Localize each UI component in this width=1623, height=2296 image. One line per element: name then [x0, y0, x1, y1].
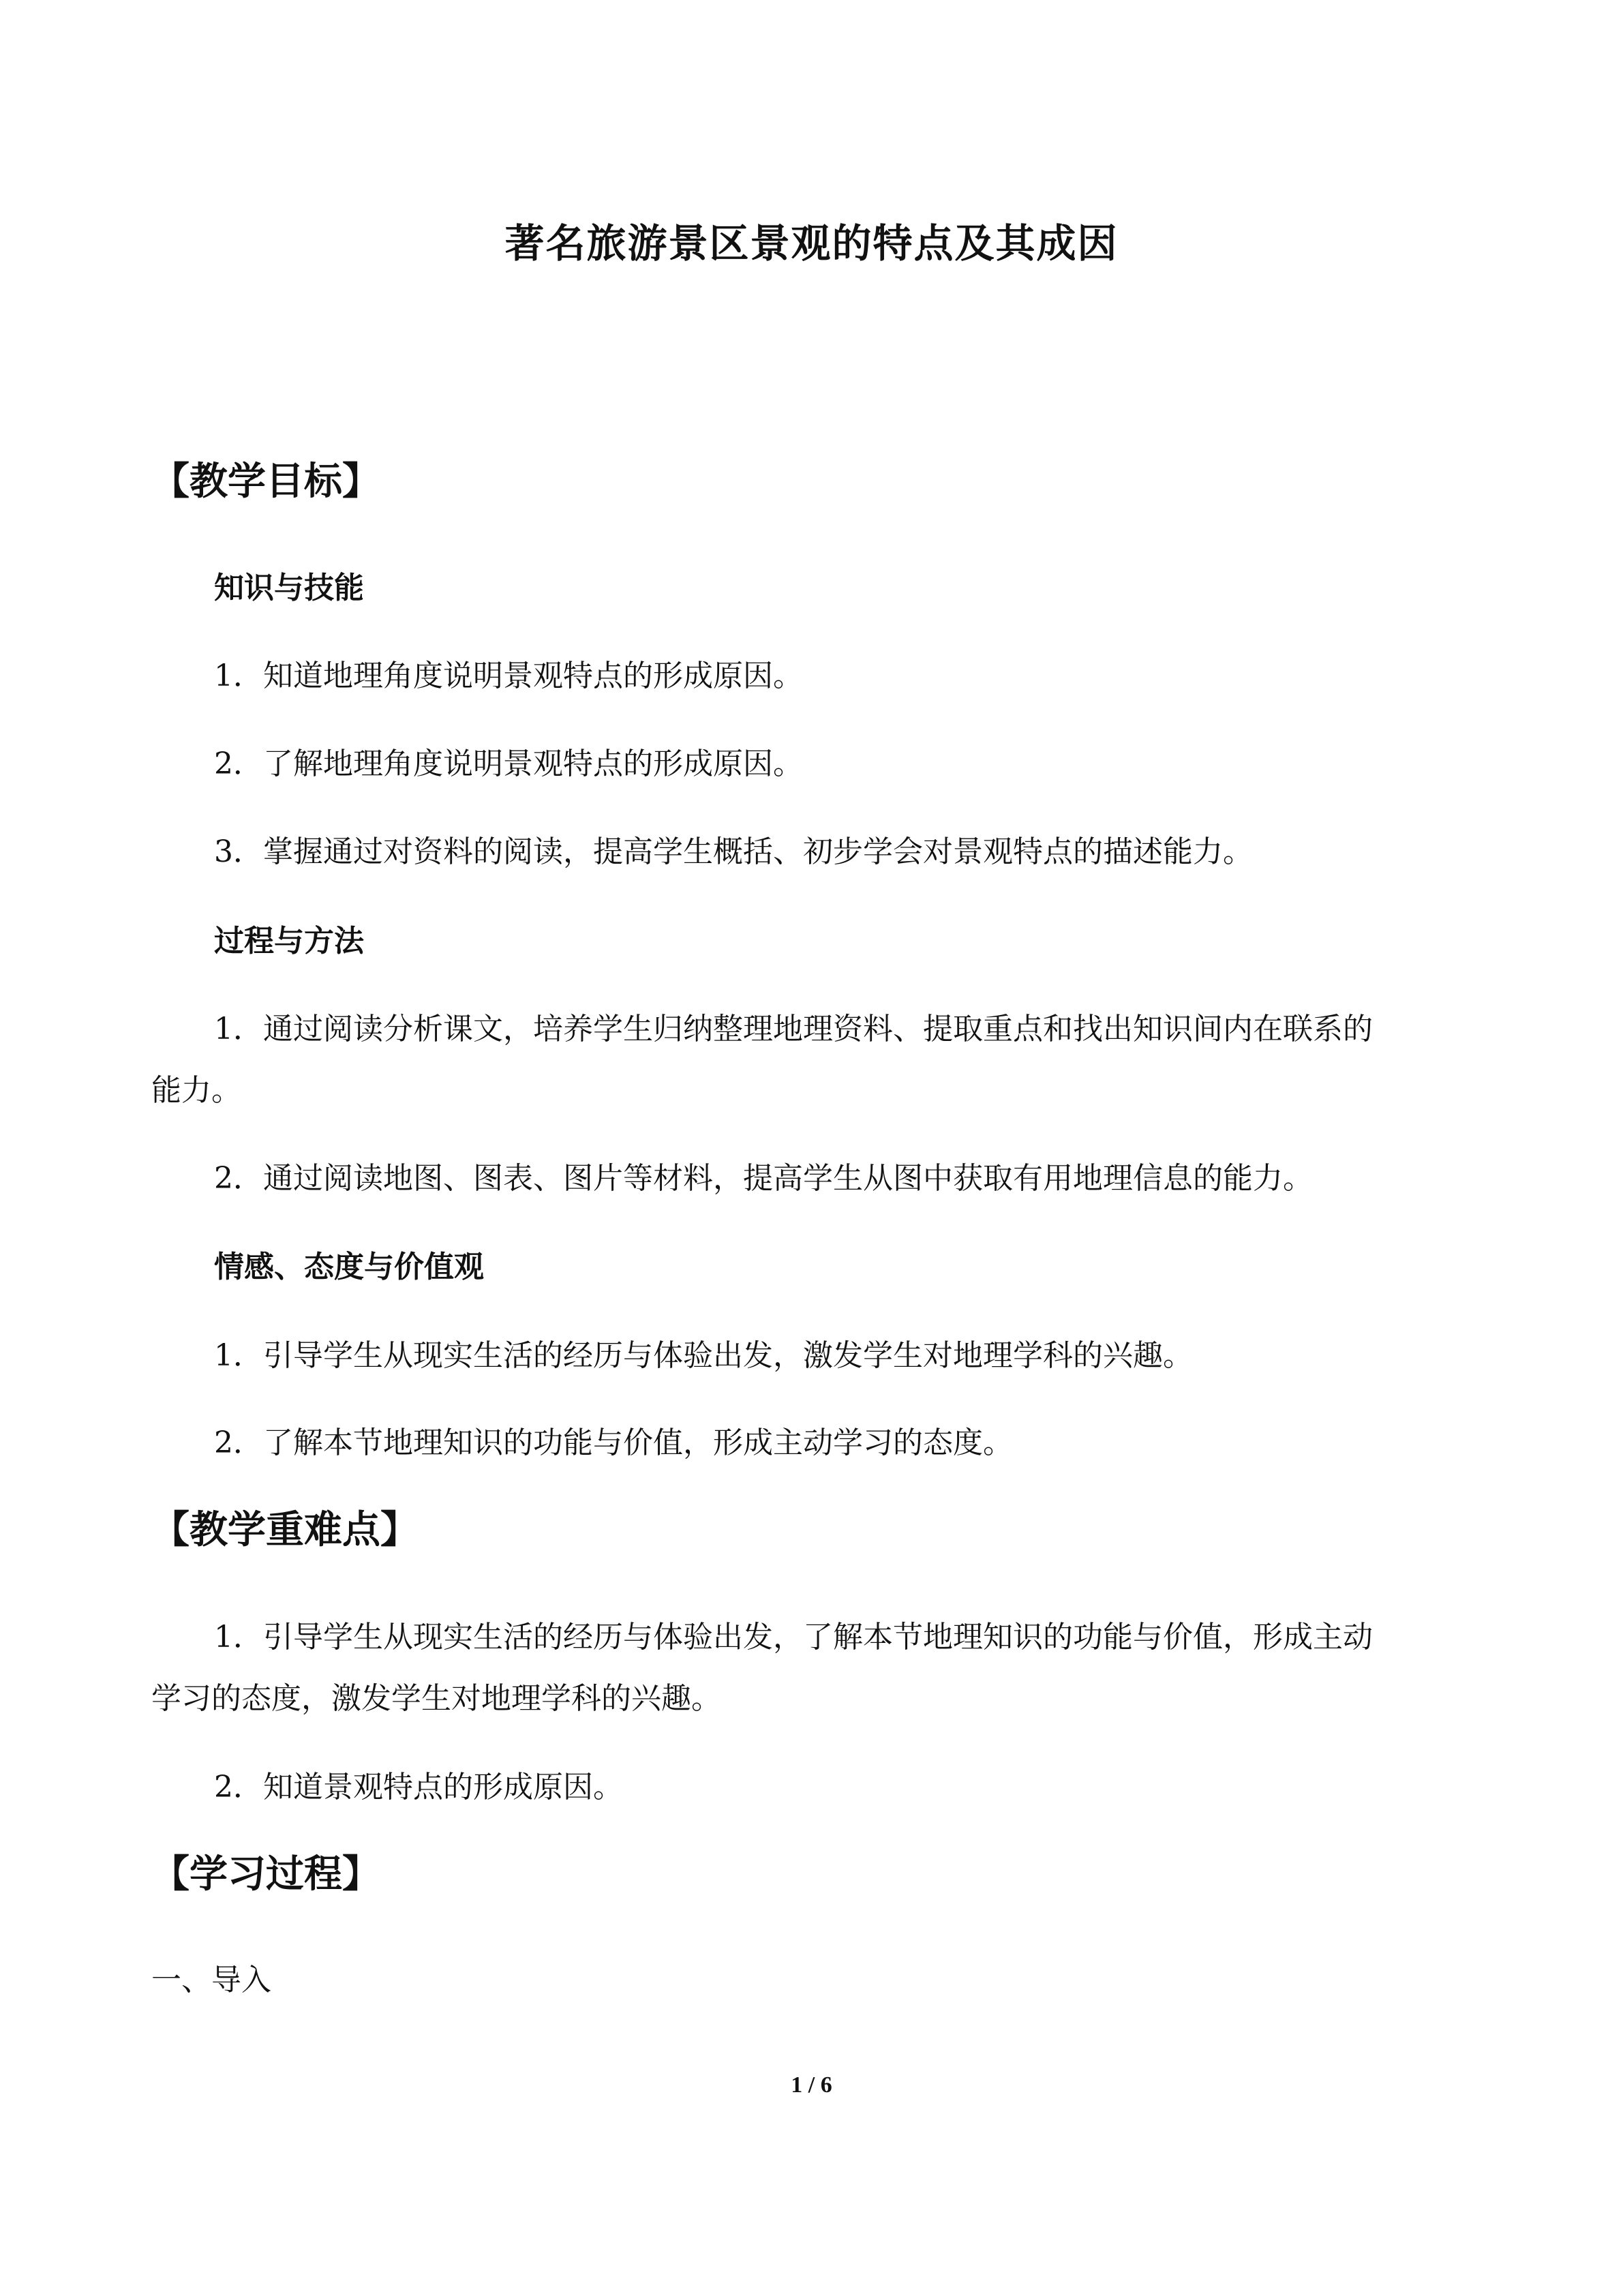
subheading-emotion-values: 情感、态度与价值观 — [214, 1250, 484, 1284]
keypoint-item-continuation: 学习的态度，激发学生对地理学科的兴趣。 — [151, 1681, 721, 1716]
keypoint-item: 1．引导学生从现实生活的经历与体验出发，了解本节地理知识的功能与价值，形成主动 — [214, 1620, 1373, 1655]
objective-item: 2．了解地理角度说明景观特点的形成原因。 — [214, 746, 803, 781]
process-step: 一、导入 — [151, 1963, 271, 1997]
section-heading-objectives: 【教学目标】 — [151, 459, 380, 504]
objective-item: 2．通过阅读地图、图表、图片等材料，提高学生从图中获取有用地理信息的能力。 — [214, 1161, 1313, 1196]
document-title: 著名旅游景区景观的特点及其成因 — [504, 220, 1119, 267]
subheading-knowledge: 知识与技能 — [214, 571, 364, 605]
section-heading-keypoints: 【教学重难点】 — [151, 1508, 419, 1552]
objective-item: 2．了解本节地理知识的功能与价值，形成主动学习的态度。 — [214, 1425, 1013, 1460]
keypoint-item: 2．知道景观特点的形成原因。 — [214, 1770, 623, 1804]
objective-item-continuation: 能力。 — [151, 1073, 241, 1108]
objective-item: 1．引导学生从现实生活的经历与体验出发，激发学生对地理学科的兴趣。 — [214, 1338, 1193, 1373]
objective-item: 1．知道地理角度说明景观特点的形成原因。 — [214, 659, 803, 693]
page-number: 1 / 6 — [791, 2072, 832, 2098]
objective-item: 1．通过阅读分析课文，培养学生归纳整理地理资料、提取重点和找出知识间内在联系的 — [214, 1012, 1373, 1046]
section-heading-learning-process: 【学习过程】 — [151, 1852, 380, 1897]
objective-item: 3．掌握通过对资料的阅读，提高学生概括、初步学会对景观特点的描述能力。 — [214, 834, 1253, 869]
subheading-process-method: 过程与方法 — [214, 924, 364, 958]
